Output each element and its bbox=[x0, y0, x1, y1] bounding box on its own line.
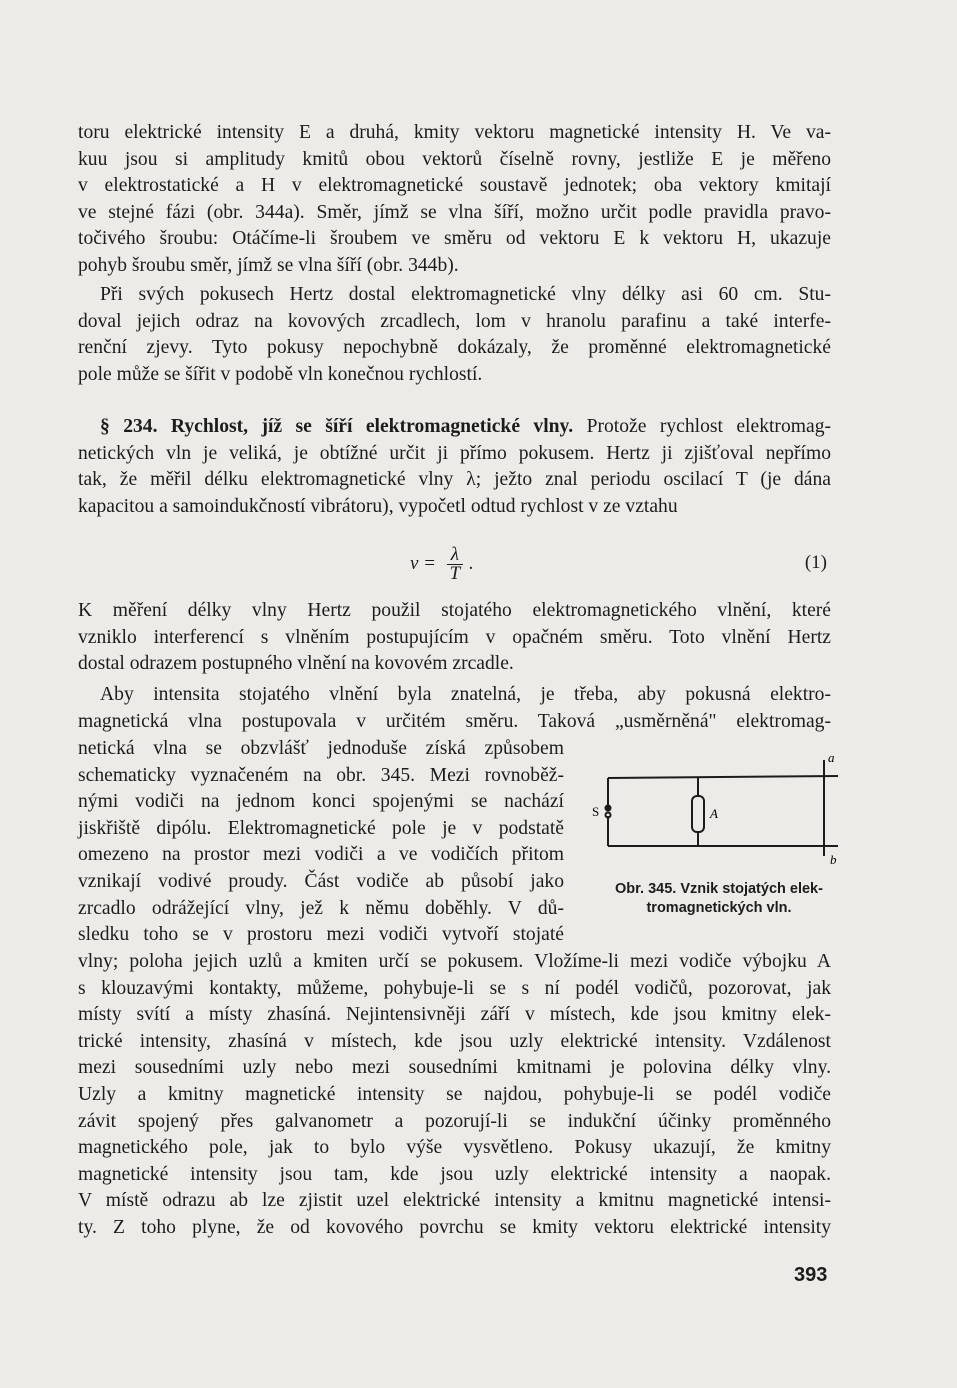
section-title: Rychlost, jíž se šíří elektromagnetické vlny. bbox=[170, 416, 574, 437]
text-line: ve stejné fázi (obr. 344a). Směr, jímž se vlna šíří, možno určit podle pravidla pravo- bbox=[78, 201, 831, 223]
text-line: závit spojený přes galvanometr a pozorují-li se indukční účinky proměnného bbox=[78, 1110, 831, 1132]
spark-gap-lower bbox=[606, 813, 611, 818]
text-line: Při svých pokusech Hertz dostal elektromagnetické vlny délky asi 60 cm. Stu- bbox=[100, 284, 831, 305]
equation-lhs: v = bbox=[410, 552, 437, 574]
text-line: tak, že měřil délku elektromagnetické vlny λ; ježto znal periodu oscilací T (je dána bbox=[78, 469, 831, 491]
text-line: magnetické intensity jsou tam, kde jsou uzly elektrické intensity a naopak. bbox=[78, 1163, 831, 1185]
spark-gap-upper bbox=[606, 806, 611, 811]
caption-line: Obr. 345. Vznik stojatých elek- bbox=[615, 881, 823, 897]
text-line: toru elektrické intensity E a druhá, kmity vektoru magnetické intensity H. Ve va- bbox=[78, 122, 831, 143]
text-line: jiskřiště dipólu. Elektromagnetické pole je v podstatě bbox=[78, 817, 564, 839]
equation-denominator: T bbox=[449, 563, 461, 584]
text-line: netická vlna se obzvlášť jednoduše získá způsobem bbox=[78, 738, 564, 759]
text-line: ty. Z toho plyne, že od kovového povrchu se kmity vektoru elektrické intensity bbox=[78, 1216, 831, 1238]
paragraph-1 bbox=[78, 120, 831, 280]
paragraph-4-narrow bbox=[78, 736, 564, 949]
text-line: dostal odrazem postupného vlnění na kovovém zrcadle. bbox=[78, 653, 514, 675]
text-line: K měření délky vlny Hertz použil stojatého elektromagnetického vlnění, které bbox=[78, 600, 831, 621]
text-line: nými vodiči na jednom konci spojenými se nachází bbox=[78, 791, 564, 813]
text-line: s klouzavými kontakty, můžeme, pohybuje-li se s ní podél vodičů, pozorovat, jak bbox=[78, 977, 831, 999]
page-number: 393 bbox=[794, 1264, 828, 1286]
top-conductor bbox=[608, 776, 838, 778]
text-line: vlny; poloha jejich uzlů a kmiten určí se pokusem. Vložíme-li mezi vodiče výbojku A bbox=[78, 951, 831, 972]
text-line: v elektrostatické a H v elektromagnetické soustavě jednotek; oba vektory kmitají bbox=[78, 175, 831, 197]
equation bbox=[78, 540, 831, 584]
section-heading-line bbox=[78, 414, 831, 441]
text-line: trické intensity, zhasíná v místech, kde jsou uzly elektrické intensity. Vzdálenost bbox=[78, 1030, 831, 1052]
text-line: vzniklo interferencí s vlněním postupujícím v opačném směru. Toto vlnění Hertz bbox=[78, 626, 831, 648]
caption-line: tromagnetických vln. bbox=[646, 900, 792, 916]
text-line: renční zjevy. Tyto pokusy nepochybně dokázaly, že proměnné elektromagnetické bbox=[78, 337, 831, 359]
label-bottom: b bbox=[830, 852, 837, 867]
figure-caption bbox=[588, 880, 850, 918]
lamp-a bbox=[692, 796, 704, 832]
label-s: S bbox=[592, 804, 600, 819]
paragraph-3 bbox=[78, 598, 831, 678]
section-number: § 234. bbox=[100, 416, 158, 437]
text-line: točivého šroubu: Otáčíme-li šroubem ve směru od vektoru E k vektoru H, ukazuje bbox=[78, 228, 831, 250]
text-line: pohyb šroubu směr, jímž se vlna šíří (obr. 344b). bbox=[78, 254, 459, 276]
equation-numerator: λ bbox=[447, 546, 463, 565]
text-line: magnetická vlna postupovala v určitém směru. Taková „usměrněná" elektromag- bbox=[78, 710, 831, 732]
section-first-line: Protože rychlost elektromag- bbox=[586, 416, 832, 437]
text-line: magnetického pole, jak to bylo výše vysvětleno. Pokusy ukazují, že kmitny bbox=[78, 1137, 831, 1159]
text-line: sledku toho se v prostoru mezi vodiči vytvoří stojaté bbox=[78, 924, 564, 946]
text-line: Aby intensita stojatého vlnění byla znatelná, je třeba, aby pokusná elektro- bbox=[100, 684, 831, 705]
paragraph-4-top bbox=[78, 682, 831, 735]
text-line: kapacitou a samoindukčností vibrátoru), vypočetl odtud rychlost v ze vztahu bbox=[78, 495, 678, 517]
text-line: netických vln je veliká, je obtížné určit ji přímo pokusem. Hertz ji zjišťoval nepřímo bbox=[78, 442, 831, 464]
text-line: zrcadlo odrážející vlny, jež k němu doběhly. V dů- bbox=[78, 897, 564, 919]
equation-number: (1) bbox=[804, 552, 827, 573]
label-a: A bbox=[710, 806, 718, 821]
text-line: místy svítí a místy zhasíná. Nejintensivněji září v místech, kde jsou kmitny elek- bbox=[78, 1004, 831, 1026]
text-line: doval jejich odraz na kovových zrcadlech, lom v hranolu parafinu a také interfe- bbox=[78, 310, 831, 332]
text-line: schematicky vyznačeném na obr. 345. Mezi rovnoběž- bbox=[78, 764, 564, 786]
equation-fraction bbox=[447, 546, 463, 583]
text-line: vznikají vodivé proudy. Část vodiče ab působí jako bbox=[78, 870, 564, 892]
equation-trail: . bbox=[469, 552, 474, 574]
equation-body bbox=[410, 546, 474, 583]
text-line: kuu jsou si amplitudy kmitů obou vektorů číselně rovny, jestliže E je měřeno bbox=[78, 148, 831, 170]
paragraph-2 bbox=[78, 282, 831, 388]
text-line: V místě odrazu ab lze zjistit uzel elektrické intensity a kmitnu magnetické intensi- bbox=[78, 1190, 831, 1212]
text-line: Uzly a kmitny magnetické intensity se najdou, pohybuje-li se podél vodiče bbox=[78, 1083, 831, 1105]
text-line: omezeno na prostor mezi vodiči a ve vodičích přitom bbox=[78, 844, 564, 866]
text-line: pole může se šířit v podobě vln konečnou rychlostí. bbox=[78, 363, 483, 385]
label-top: a bbox=[828, 750, 835, 765]
text-line: mezi sousedními uzly nebo mezi sousedními kmitnami je polovina délky vlny. bbox=[78, 1057, 831, 1079]
paragraph-4-bottom bbox=[78, 949, 831, 1242]
section-234 bbox=[78, 414, 831, 520]
